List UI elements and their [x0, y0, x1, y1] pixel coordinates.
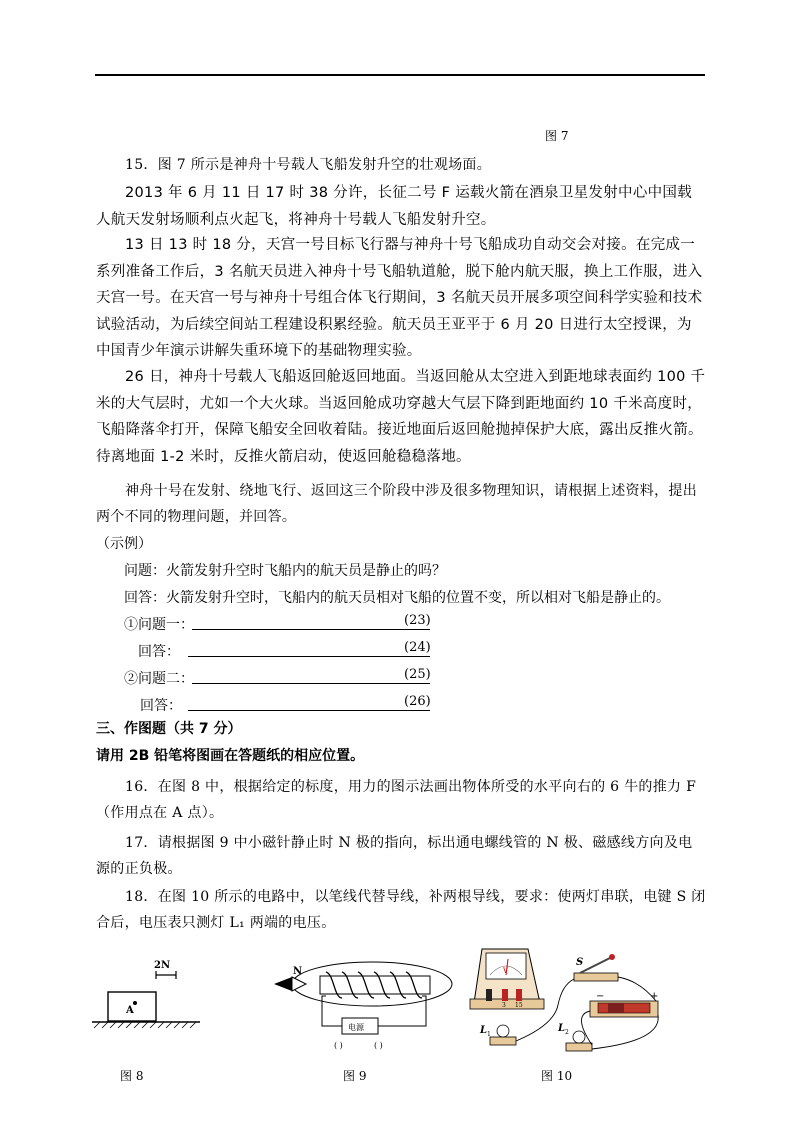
- q15-paragraph-2: 13 日 13 时 18 分，天宫一号目标飞行器与神舟十号飞船成功自动交会对接。在完成一系列准备工作后，3 名航天员进入神舟十号飞船轨道舱，脱下舱内航天服，换上工作服，进入天宫一号。在天宫一号与神舟十号组合体飞行期间，3 名航天员开展多项空间科学实验和技术试验活动，为后续空间站工程建设积累经验。航天员王亚平于 6 月 20 日进行太空授课，为中国青少年演示讲解失重环境下的基础物理实验。: [96, 237, 703, 359]
- figure-10-caption: 图 10: [541, 1069, 573, 1083]
- meter-v-label: V: [503, 967, 509, 975]
- ground-hatching: [94, 1022, 196, 1028]
- battery-plus-label: +: [650, 991, 659, 1002]
- figure-8-diagram: [88, 955, 208, 1035]
- example-label: （示例）: [96, 536, 152, 552]
- example-question: 问题：火箭发射升空时飞船内的航天员是静止的吗？: [124, 563, 446, 579]
- blank-number-23: (23): [404, 613, 431, 628]
- q16-text: 16．在图 8 中，根据给定的标度，用力的图示法画出物体所受的水平向右的 6 牛的推力 F（作用点在 A 点）。: [96, 779, 697, 821]
- header-rule: [95, 74, 705, 76]
- compass-needle-icon: [274, 977, 292, 991]
- left-terminal-blank: ( ): [334, 1041, 343, 1050]
- answer-2-label: 回答：: [140, 698, 182, 714]
- section-3-instruction: 请用 2B 铅笔将图画在答题纸的相应位置。: [96, 748, 365, 764]
- wire-left: [322, 996, 342, 1026]
- terminal-15-label: 15: [515, 1002, 523, 1009]
- question-2-blank[interactable]: [192, 683, 430, 684]
- example-answer: 回答：火箭发射升空时，飞船内的航天员相对飞船的位置不变，所以相对飞船是静止的。: [124, 590, 670, 606]
- q15-intro: 15．图 7 所示是神舟十号载人飞船发射升空的壮观场面。: [125, 157, 492, 173]
- figure-9-caption: 图 9: [343, 1069, 367, 1083]
- answer-1-blank[interactable]: [188, 656, 430, 657]
- power-source-label: 电源: [348, 1023, 364, 1032]
- lamp-2-label: L: [558, 1023, 566, 1034]
- q15-paragraph-3: 26 日，神舟十号载人飞船返回舱返回地面。当返回舱从太空进入到距地球表面约 100 千米的大气层时，尤如一个大火球。当返回舱成功穿越大气层下降到距地面约 10 千米高度时，飞船降落伞打开，保障飞船安全回收着陆。接近地面后返回舱抛掉保护大底，露出反推火箭。待离地面 1-2 米时，反推火箭启动，使返回舱稳稳落地。: [96, 369, 706, 465]
- terminal-3-label: 3: [502, 1002, 506, 1009]
- section-3-title: 三、作图题（共 7 分）: [96, 721, 242, 737]
- question-2-label: ②问题二：: [124, 671, 194, 687]
- q15-paragraph-1: 2013 年 6 月 11 日 17 时 38 分许，长征二号 F 运载火箭在酒泉卫星发射中心中国载人航天发射场顺利点火起飞，将神舟十号载人飞船发射升空。: [96, 185, 693, 228]
- question-1-label: ①问题一：: [124, 617, 194, 633]
- lamp-2-subscript: 2: [565, 1029, 569, 1036]
- point-a-label: A: [126, 1005, 134, 1016]
- lamp-1-base: [490, 1037, 516, 1045]
- blank-number-24: (24): [404, 640, 431, 655]
- question-1-blank[interactable]: [192, 629, 430, 630]
- battery-minus-label: −: [596, 991, 605, 1002]
- needle-n-label: N: [293, 966, 303, 977]
- answer-1-label: 回答：: [138, 644, 180, 660]
- switch-icon: [574, 973, 618, 981]
- figure-9-diagram: [262, 950, 462, 1060]
- figure-7-caption: 图 7: [545, 129, 569, 143]
- lamp-1-label: L: [480, 1025, 488, 1036]
- lamp-2-icon: [573, 1031, 585, 1043]
- answer-2-blank[interactable]: [188, 710, 430, 711]
- wire-right: [378, 996, 426, 1026]
- q17-text: 17．请根据图 9 中小磁针静止时 N 极的指向，标出通电螺线管的 N 极、磁感线方向及电源的正负极。: [96, 835, 693, 877]
- q18-text: 18．在图 10 所示的电路中，以笔线代替导线，补两根导线，要求：使两灯串联，电键 S 闭合后，电压表只测灯 L₁ 两端的电压。: [96, 889, 706, 931]
- blank-number-25: (25): [404, 667, 431, 682]
- scale-label: 2N: [154, 960, 171, 971]
- lamp-1-subscript: 1: [487, 1031, 491, 1038]
- lamp-2-base: [566, 1043, 592, 1051]
- lamp-1-icon: [497, 1025, 509, 1037]
- q15-task: 神舟十号在发射、绕地飞行、返回这三个阶段中涉及很多物理知识，请根据上述资料，提出两个不同的物理问题，并回答。: [96, 483, 697, 525]
- blank-number-26: (26): [404, 694, 431, 709]
- figure-10-diagram: [462, 945, 672, 1065]
- figure-8-caption: 图 8: [120, 1069, 144, 1083]
- switch-s-label: S: [576, 957, 584, 968]
- right-terminal-blank: ( ): [374, 1041, 383, 1050]
